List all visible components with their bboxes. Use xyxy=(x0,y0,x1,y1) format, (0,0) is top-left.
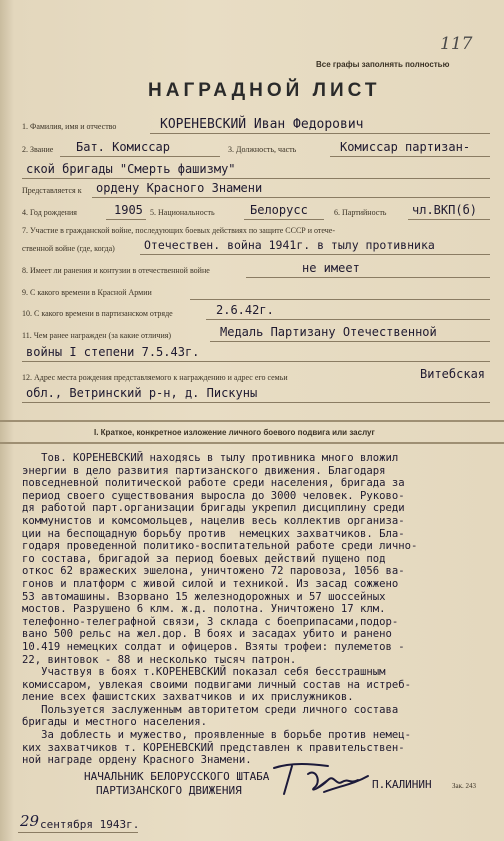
body-line: телефонно-телеграфной связи, 3 склада с боеприпасами,подор- xyxy=(22,615,399,628)
body-line: Тов. КОРЕНЕВСКИЙ находясь в тылу противника много вложил xyxy=(22,452,399,464)
body-line: годаря проведенной политико-воспитательной работе среди лично- xyxy=(22,540,418,553)
body-line: мостов. Разрушено 6 клм. ж.д. полотна. Уничтожено 17 клм. xyxy=(22,603,386,616)
field-value-wounds: не имеет xyxy=(302,261,360,275)
field-value-name: КОРЕНЕВСКИЙ Иван Федорович xyxy=(160,117,364,132)
body-line: го состава, бригадой за период боевых действий пущено под xyxy=(22,552,386,565)
field-value-prior-awards: Медаль Партизану Отечественной xyxy=(220,325,437,339)
field-value-rank: Бат. Комиссар xyxy=(76,140,170,154)
section-title: I. Краткое, конкретное изложение личного боевого подвига или заслуг xyxy=(94,428,375,437)
field-label-award: Представляется к xyxy=(22,186,82,195)
field-value-party: чл.ВКП(б) xyxy=(412,203,478,217)
field-label-war-where: ственной войне (где, когда) xyxy=(22,244,115,253)
body-line: вано 500 рельс на жел.дор. В боях и засадах убито и ранено xyxy=(22,628,392,641)
archive-number: 117 xyxy=(440,34,473,54)
field-value-address-cont: обл., Ветринский р-н, д. Пискуны xyxy=(26,386,258,400)
field-label-wounds: 8. Имеет ли ранения и контузии в отечественной войне xyxy=(22,266,210,275)
field-label-red-army: 9. С какого времени в Красной Армии xyxy=(22,288,152,297)
field-label-address: 12. Адрес места рождения представляемого к награждению и адрес его семьи xyxy=(22,373,288,382)
body-line: бригады и местного населения. xyxy=(22,716,207,729)
body-line: 22, винтовок - 88 и несколько тысяч патрон. xyxy=(22,653,297,666)
body-line: ких захватчиков т. КОРЕНЕВСКИЙ представлен к правительствен- xyxy=(22,741,405,754)
field-value-birth-year: 1905 xyxy=(114,203,143,217)
narrative-body xyxy=(22,452,494,767)
body-line: энергии в дело развития партизанского движения. Благодаря xyxy=(22,464,386,477)
field-label-birth-year: 4. Год рождения xyxy=(22,208,77,217)
body-line: Пользуется заслуженным авторитетом среди личного состава xyxy=(22,703,399,716)
header-note: Все графы заполнять полностью xyxy=(316,60,450,69)
field-label-position: 3. Должность, часть xyxy=(228,145,297,154)
field-label-nationality: 5. Национальность xyxy=(150,208,215,217)
body-line: гонов и платформ с живой силой и техникой. Из засад сожжено xyxy=(22,577,399,590)
field-value-address: Витебская xyxy=(420,367,486,381)
field-value-partisan-since: 2.6.42г. xyxy=(216,303,274,317)
field-value-nationality: Белорусс xyxy=(250,203,308,217)
date-text: сентября 1943г. xyxy=(40,818,140,831)
body-line: За доблесть и мужество, проявленные в борьбе против немец- xyxy=(22,729,412,742)
body-line: Участвуя в боях т.КОРЕНЕВСКИЙ показал себя бесстрашным xyxy=(22,666,386,679)
body-line: откос 62 вражеских эшелона, уничтожено 72 паровоза, 1056 ва- xyxy=(22,565,405,578)
signature-title-2: ПАРТИЗАНСКОГО ДВИЖЕНИЯ xyxy=(96,784,242,797)
body-line: повседневной политической работе среди населения, бригада за xyxy=(22,477,405,490)
field-value-award: ордену Красного Знамени xyxy=(96,181,263,195)
field-label-party: 6. Партийность xyxy=(334,208,387,217)
body-line: период своего существования выросла до 3000 человек. Руково- xyxy=(22,489,405,502)
signature-title-1: НАЧАЛЬНИК БЕЛОРУССКОГО ШТАБА xyxy=(84,770,270,783)
date-day: 29 xyxy=(20,812,40,830)
page-title: НАГРАДНОЙ ЛИСТ xyxy=(148,80,381,101)
signature-name: П.КАЛИНИН xyxy=(372,778,432,791)
body-line: 53 автомашины. Взорвано 15 железнодорожных и 57 шоссейных xyxy=(22,590,386,603)
body-line: ление всех фашистских захватчиков и их прислужников. xyxy=(22,691,354,704)
body-line: коммунистов и комсомольцев, нацелив весь коллектив организа- xyxy=(22,514,405,527)
body-line: 10.419 немецких солдат и офицеров. Взяты трофеи: пулеметов - xyxy=(22,640,405,653)
field-value-prior-awards-cont: войны I степени 7.5.43г. xyxy=(26,345,200,359)
stamp-text: Зак. 243 xyxy=(452,782,477,790)
field-label-rank: 2. Звание xyxy=(22,145,54,154)
field-label-prior-awards: 11. Чем ранее награжден (за какие отличия) xyxy=(22,331,172,340)
field-label-name: 1. Фамилия, имя и отчество xyxy=(22,122,117,131)
handwritten-signature xyxy=(268,758,372,800)
body-line: комиссаром, увлекая своими подвигами личный состав на истреб- xyxy=(22,678,412,691)
body-line: ной награде ордену Красного Знамени. xyxy=(22,754,252,767)
body-line: ции на беспощадную борьбу против немецких захватчиков. Бла- xyxy=(22,527,405,540)
field-label-war-participation: 7. Участие в гражданской войне, последующих боевых действиях по защите СССР и отече- xyxy=(22,226,336,235)
field-value-war: Отечествен. война 1941г. в тылу противника xyxy=(144,238,435,252)
body-line: дя работой парт.организации бригады укрепил дисциплину среди xyxy=(22,502,405,515)
field-value-position: Комиссар партизан- xyxy=(340,140,471,154)
field-value-position-cont: ской бригады "Смерть фашизму" xyxy=(26,162,236,176)
field-label-partisan-since: 10. С какого времени в партизанском отряде xyxy=(22,309,173,318)
